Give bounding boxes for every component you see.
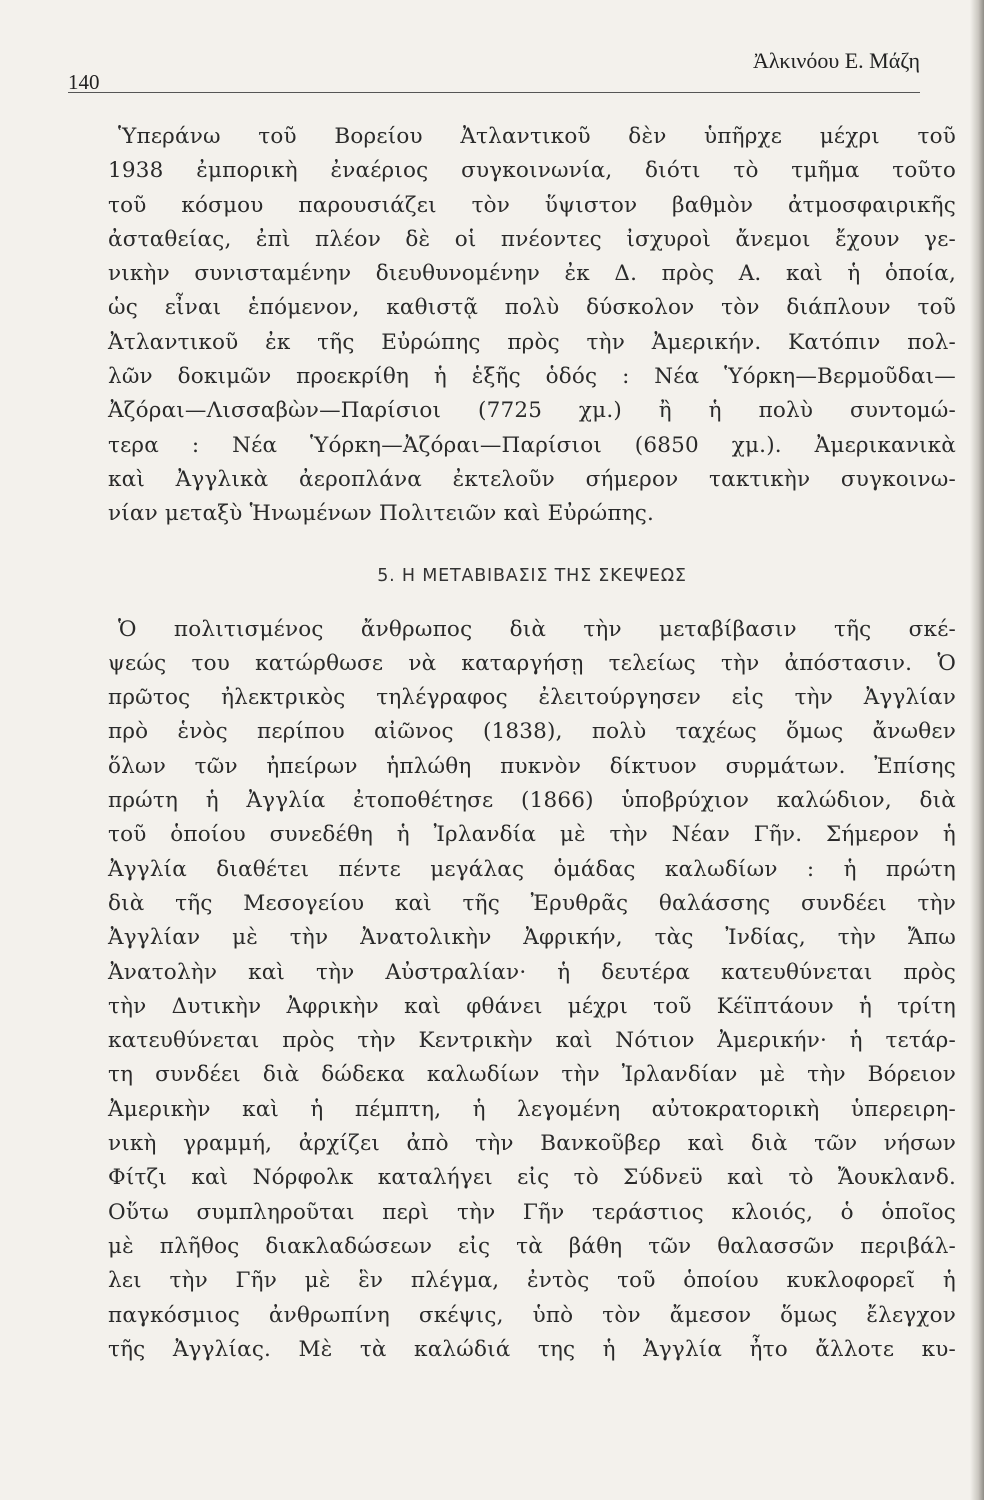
text-line: Ὑπεράνω τοῦ Βορείου Ἀτλαντικοῦ δὲν ὑπῆρχε μέχρι τοῦ bbox=[118, 124, 956, 149]
text-line: κατευθύνεται πρὸς τὴν Κεντρικὴν καὶ Νότιον Ἀμερικήν· ἡ τετάρ- bbox=[108, 1028, 956, 1054]
text-line: Ἀνατολὴν καὶ τὴν Αὐστραλίαν· ἡ δευτέρα κατευθύνεται πρὸς bbox=[108, 959, 956, 985]
text-line: μὲ πλῆθος διακλαδώσεων εἰς τὰ βάθη τῶν θαλασσῶν περιβάλ- bbox=[108, 1233, 956, 1259]
text-line: ὡς εἶναι ἑπόμενον, καθιστᾷ πολὺ δύσκολον τὸν διάπλουν τοῦ bbox=[108, 295, 956, 321]
text-line: τοῦ κόσμου παρουσιάζει τὸν ὕψιστον βαθμὸν ἀτμοσφαιρικῆς bbox=[108, 192, 956, 218]
text-line: νικὴν συνισταμένην διευθυνομένην ἐκ Δ. πρὸς Α. καὶ ἡ ὁποία, bbox=[108, 261, 956, 287]
text-line: τὴν Δυτικὴν Ἀφρικὴν καὶ φθάνει μέχρι τοῦ Κέϊπτάουν ἡ τρίτη bbox=[108, 993, 956, 1019]
text-line: τοῦ ὁποίου συνεδέθη ἡ Ἰρλανδία μὲ τὴν Νέαν Γῆν. Σήμερον ἡ bbox=[108, 822, 956, 848]
section-heading: 5. Η ΜΕΤΑΒΙΒΑΣΙΣ ΤΗΣ ΣΚΕΨΕΩΣ bbox=[377, 565, 687, 586]
text-line: Οὕτω συμπληροῦται περὶ τὴν Γῆν τεράστιος κλοιός, ὁ ὁποῖος bbox=[108, 1199, 956, 1225]
text-line: τῆς Ἀγγλίας. Μὲ τὰ καλώδιά της ἡ Ἀγγλία ἦτο ἄλλοτε κυ- bbox=[108, 1336, 956, 1362]
paragraph-1 bbox=[108, 120, 956, 532]
text-line: τερα : Νέα Ὑόρκη—Ἀζόραι—Παρίσιοι (6850 χμ.). Ἀμερικανικὰ bbox=[108, 432, 956, 458]
paragraph-2 bbox=[108, 613, 956, 1368]
page-number: 140 bbox=[68, 70, 100, 94]
text-line: Ἀζόραι—Λισσαβὼν—Παρίσιοι (7725 χμ.) ἢ ἡ πολὺ συντομώ- bbox=[108, 398, 956, 424]
text-line: τη συνδέει διὰ δώδεκα καλωδίων τὴν Ἰρλανδίαν μὲ τὴν Βόρειον bbox=[108, 1062, 956, 1088]
text-line: Φίτζι καὶ Νόρφολκ καταλήγει εἰς τὸ Σύδνεϋ καὶ τὸ Ἄουκλανδ. bbox=[108, 1165, 956, 1191]
text-line: Ἀμερικὴν καὶ ἡ πέμπτη, ἡ λεγομένη αὐτοκρατορικὴ ὑπερειρη- bbox=[108, 1096, 956, 1122]
text-line: Ὁ πολιτισμένος ἄνθρωπος διὰ τὴν μεταβίβασιν τῆς σκέ- bbox=[118, 616, 956, 642]
text-line: ψεώς του κατώρθωσε νὰ καταργήσῃ τελείως τὴν ἀπόστασιν. Ὁ bbox=[108, 650, 956, 676]
text-line: πρὸ ἑνὸς περίπου αἰῶνος (1838), πολὺ ταχέως ὅμως ἄνωθεν bbox=[108, 719, 956, 745]
text-line: πρῶτος ἠλεκτρικὸς τηλέγραφος ἐλειτούργησεν εἰς τὴν Ἀγγλίαν bbox=[108, 685, 956, 711]
body-text bbox=[108, 120, 956, 1367]
text-line: ὅλων τῶν ἠπείρων ἡπλώθη πυκνὸν δίκτυον συρμάτων. Ἐπίσης bbox=[108, 753, 956, 779]
text-line: Ἀγγλίαν μὲ τὴν Ἀνατολικὴν Ἀφρικήν, τὰς Ἰνδίας, τὴν Ἄπω bbox=[108, 925, 956, 951]
text-line: νικὴ γραμμή, ἀρχίζει ἀπὸ τὴν Βανκοῦβερ καὶ διὰ τῶν νήσων bbox=[108, 1131, 956, 1157]
page-edge-shadow bbox=[970, 0, 984, 1500]
text-line: Ἀγγλία διαθέτει πέντε μεγάλας ὁμάδας καλωδίων : ἡ πρώτη bbox=[108, 856, 956, 882]
header-rule bbox=[68, 92, 920, 93]
text-line: καὶ Ἀγγλικὰ ἀεροπλάνα ἐκτελοῦν σήμερον τακτικὴν συγκοινω- bbox=[108, 466, 956, 492]
text-line: πρώτη ἡ Ἀγγλία ἐτοποθέτησε (1866) ὑποβρύχιον καλώδιον, διὰ bbox=[108, 788, 956, 814]
text-line: λῶν δοκιμῶν προεκρίθη ἡ ἑξῆς ὁδός : Νέα Ὑόρκη—Βερμοῦδαι— bbox=[108, 364, 956, 390]
text-line: διὰ τῆς Μεσογείου καὶ τῆς Ἐρυθρᾶς θαλάσσης συνδέει τὴν bbox=[108, 890, 956, 916]
text-line: 1938 ἐμπορικὴ ἐναέριος συγκοινωνία, διότι τὸ τμῆμα τοῦτο bbox=[108, 158, 956, 184]
text-line: Ἀτλαντικοῦ ἐκ τῆς Εὐρώπης πρὸς τὴν Ἀμερικήν. Κατόπιν πολ- bbox=[108, 329, 956, 355]
text-line: λει τὴν Γῆν μὲ ἓν πλέγμα, ἐντὸς τοῦ ὁποίου κυκλοφορεῖ ἡ bbox=[108, 1268, 956, 1294]
page-header bbox=[68, 44, 920, 94]
text-line: νίαν μεταξὺ Ἡνωμένων Πολιτειῶν καὶ Εὐρώπης. bbox=[108, 501, 655, 527]
text-line: ἀσταθείας, ἐπὶ πλέον δὲ οἱ πνέοντες ἰσχυροὶ ἄνεμοι ἔχουν γε- bbox=[108, 226, 956, 252]
running-head: Ἀλκινόου Ε. Μάζη bbox=[753, 48, 920, 73]
text-line: παγκόσμιος ἀνθρωπίνη σκέψις, ὑπὸ τὸν ἄμεσον ὅμως ἔλεγχον bbox=[108, 1302, 956, 1328]
